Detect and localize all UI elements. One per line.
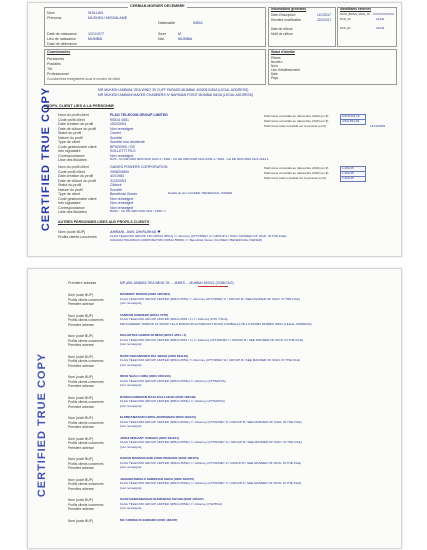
entry-name-value: SAROS MANSUKHANI ZUHR BRIGADE (0000 182154) (120, 456, 199, 460)
entry-name-value: TANDON SANDEEP (90514 0778) (120, 312, 169, 317)
entry-name-value: DOSTI PARAMVEER PAL SINGH (0000 891140) (120, 353, 189, 358)
entry-detail-value: FLAG TELECOM GROUP LIMITED (90514 4551) => Attorney (ATTORNEY E / GROUP B / SEE MANNER OF SIGN. IN THE FILE) (120, 358, 300, 363)
p2-right-value-1: 1.403,25 (342, 166, 354, 170)
label-sexe: Sexe (158, 32, 167, 36)
entry-detail-value: [non renseigné] (120, 506, 142, 511)
entry-label: Première adresse (68, 425, 95, 430)
entry-name-value: MC CORMACK EDWARD (0000 182407) (120, 517, 178, 522)
p1-right-label-2: Patrimoine consolidé au (décembre 2019) (en €) (264, 119, 329, 123)
p2-label-nom: Nom du profil client (58, 165, 89, 169)
entry-label: Profils clients concernés (68, 359, 104, 364)
p2-value-creation: 4/2/1983 (110, 174, 124, 178)
contacts-footer: Coordonnées enregistrées sous le numéro de client (47, 77, 121, 81)
value-nat: MUMBAI (178, 37, 193, 41)
document-page-2 (27, 268, 402, 549)
p2-right-label-2: Patrimoine consolidé au (décembre 2019) (en €) (264, 171, 329, 175)
label-pieces: Pièces (271, 56, 281, 60)
entry-name-value: IRCEI SHALU HIRA (0000 0401163) (120, 374, 171, 378)
entry-label: Nom (code BUP) (68, 313, 93, 318)
p2-label-titulaires: Liste des titulaires (58, 210, 87, 214)
p2-value-nom: GANGS POWERS CORPORATION (110, 165, 168, 169)
entry-detail-value: FLAG TELECOM GROUP LIMITED (90514 45511) => Attorney (ATTORNEY C / GROUP A / SEE MANNER OF SIGN. IN THE FILE) (120, 481, 302, 486)
entry-detail-value: [non renseigné] (120, 383, 142, 388)
label-personnes: Personnes (47, 57, 65, 61)
p2-value-titulaires: BANC - CH DE 0000 0000 0111 / 1986 / 1 (110, 209, 166, 213)
attorney-entry (68, 396, 393, 413)
p1-value-titulaires: ROS - CH DE 0000 0000 0105 6104 4 / 1994 - CH DE 0000 0000 0120 0036 4 / 1994 - CH DE 0000 0000 0121 2044 4 (110, 157, 269, 161)
entry-label: Profils clients concernés (68, 420, 104, 425)
label-motif-cloture: Motif de clôture (271, 32, 293, 36)
entry-label: Première adresse (68, 404, 95, 409)
entry-label: Nom (code BUP) (68, 416, 93, 420)
attorney-entry (68, 498, 393, 515)
p1-label-gestionnaire: Code gestionnaire client (58, 144, 97, 149)
label-pan-id: PAN_ID (340, 17, 351, 21)
p1-value-nature: Société (110, 135, 122, 140)
entry-label: Profils clients concernés (68, 461, 104, 466)
value-lieu-naissance: MUMBAI (88, 37, 103, 41)
attorney-entry (68, 416, 393, 433)
attorney-entry (68, 437, 393, 454)
attorney-entry (68, 457, 393, 474)
p2-label-type: Type de client (58, 192, 81, 196)
label-lieu-etablissement: Lieu d'établissement (271, 68, 300, 72)
entry-label: Nom (code BUP) (68, 477, 93, 482)
attorney-entry (68, 519, 393, 536)
identity-banner: CERBIAN MORSER DECEMBRE (130, 4, 185, 8)
p2-value-statut: Clôturé (110, 183, 122, 187)
p1-label-titulaires: Liste des titulaires (58, 158, 87, 162)
label-tel: Tél. (47, 67, 53, 71)
label-date-delivrance: Date de délivrance (47, 42, 77, 46)
value-pas-id: 01234 (376, 26, 385, 30)
label-professionnel: Professionnel (47, 72, 69, 76)
entry-label: Première adresse (68, 322, 95, 327)
p1-value-nom: FLAG TELECOM GROUP LIMITED (110, 113, 168, 117)
value-date-inscription: 11/2/2017 (317, 13, 331, 17)
entry-label: Première adresse (68, 343, 95, 348)
entry-detail-value: [non renseigné] (120, 465, 142, 470)
entry-label: Profils clients concernés (68, 482, 104, 487)
attorney-entry (68, 355, 393, 372)
attorney-entry (68, 478, 393, 495)
entry-label: Nom (code BUP) (68, 395, 93, 400)
p1-label-correspondance: Correspondance (58, 153, 85, 158)
value-prenoms: MUSHEA / MISSALAME (88, 16, 128, 20)
attorney-entry (68, 293, 393, 310)
label-nom-piece: Nom (271, 64, 278, 68)
label-pays: Pays (271, 76, 279, 80)
label-num-bran: NUM_BRAN_MAN_ID (340, 12, 370, 16)
value-nationalite: INDIA (193, 21, 203, 25)
value-num-bran: COOCXXXXXX (373, 12, 395, 16)
entry-label: Première adresse (68, 466, 95, 471)
entry-name-value: SATHYANEESWARAN SUNDARAR SHYAM (0000 185197) (120, 497, 204, 501)
entry-label: Profils clients concernés (68, 441, 104, 446)
identity-status-title: Statut d'identité (271, 50, 295, 54)
certified-true-copy-stamp-1: CERTIFIED TRUE COPY (40, 86, 53, 232)
value-derniere-modif: 22/1/2017 (317, 18, 332, 22)
entry-label: Nom (code BUP) (68, 354, 93, 359)
profile-section-title: PROFIL CLIENT LIES A LA PERSONNE (44, 104, 114, 108)
attorney-entry (68, 334, 393, 351)
p1-right-label-3: Patrimoine total consolidé sur la période (en €) (264, 124, 327, 128)
label-lieu-naissance: Lieu de naissance (47, 37, 76, 41)
p1-right-value-2: 4.511.811,04 (342, 119, 360, 123)
p1-value-cloture: Non renseigné (110, 126, 134, 131)
p2-value-type: Beneficial Owner (110, 192, 138, 196)
entry-detail-value: FLAG TELECOM GROUP LIMITED (90514 45511) => Attorney (ATTMAH/A) (120, 399, 225, 404)
label-prenoms: Prénoms (47, 16, 62, 20)
red-annotation-line (198, 286, 228, 287)
entry-label: Nom (code BUP) (68, 518, 93, 523)
p2-right-value-2: 1.403,25 (342, 171, 354, 175)
entry-label: Première adresse (68, 486, 95, 491)
p2-label-cloture: Date de clôture du profil (58, 178, 97, 183)
entry-detail-value: FLAG TELECOM GROUP LIMITED (90514 45511) => Attorney (ATTORNEY Z / GROUP B / SEE MANNER OF SIGN. IN THE FILE) (120, 460, 302, 465)
value-sexe: M (178, 32, 181, 36)
entry-label: Nom (code BUP) (68, 375, 93, 379)
p2-top-label: Première adresse (68, 281, 97, 285)
p1-label-nature: Nature du profil (58, 135, 83, 140)
contacts-title: Coordonnées (47, 50, 71, 54)
autres-value-nom: AMBANI, ANIL DHIRUBHAI ♥ (110, 230, 161, 234)
certified-true-copy-stamp-2: CERTIFIED TRUE COPY (36, 352, 49, 498)
entry-detail-value: [non renseigné] (120, 362, 142, 367)
p2-link-detail: Détails du lien CLOSED / BENEFICIAL OWNER (168, 191, 233, 195)
entry-detail-value: FLAG TELECOM GROUP LIMITED (90514 4551 / 1) => Attorney (D76 / Hindi) (120, 317, 228, 322)
p1-label-code: Code profil client (58, 117, 85, 122)
entry-detail-value: [non renseigné] (120, 444, 142, 449)
entry-detail-value: FLAG TELECOM GROUP LIMITED (90514 4551) => Attorney (ATTORNEY F / GROUP B / SEE MANNER OF SIGN. IN THE FILE) (120, 296, 300, 301)
external-ids-title: Identifiants externes (340, 7, 371, 11)
p1-label-type: Type de client (58, 140, 81, 144)
p2-label-gestionnaire: Code gestionnaire client (58, 196, 97, 201)
label-nat: Nat. (158, 37, 165, 41)
label-derniere-modif: Dernière modification (271, 18, 302, 22)
entry-label: Nom (code BUP) (68, 457, 93, 461)
p2-label-nature: Nature du profil (58, 187, 83, 192)
entry-detail-value: [non renseigné] (120, 424, 142, 429)
entry-detail-value: FLAG TELECOM GROUP LIMITED (90514 4551 / 1) => Attorney (ATTORNEY I / GROUP B / SEE MANNER OF SIGN. IN THE FILE) (120, 337, 304, 342)
value-date-naissance: 12/1/1977 (88, 32, 104, 36)
label-numero: Numéro (271, 60, 283, 64)
p2-value-cloture: 31/3/2003 (110, 178, 126, 183)
p2-value-nature: Société (110, 187, 122, 192)
p2-right-label-1: Patrimoine consolidé au (décembre 2019) (en €) (264, 166, 329, 170)
p1-value-signataire: SOLLETTI FILS (110, 149, 136, 153)
attorney-entry (68, 314, 393, 331)
entry-detail-value: [non renseigné] (120, 342, 142, 347)
entry-detail-value: [non renseigné] (120, 403, 142, 408)
p2-label-statut: Statut du profil (58, 183, 82, 187)
label-date-piece: Date (271, 72, 278, 76)
p1-value-type: Société non résidente (110, 140, 145, 144)
p1-value-creation: 15/2/2004 (110, 122, 126, 126)
p1-label-cloture: Date de clôture du profil (58, 126, 97, 131)
p2-value-gestionnaire: Non renseigné (110, 196, 134, 201)
p1-value-correspondance: Non renseigné (110, 153, 134, 158)
entry-detail-value: [non renseigné] (120, 485, 142, 490)
value-nom: SHILLAN (88, 11, 103, 15)
label-date-naissance: Date de naissance (47, 32, 77, 36)
p2-value-code: 20082/9800 (110, 169, 129, 174)
entry-label: Profils clients concernés (68, 318, 104, 323)
entry-label: Nom (code BUP) (68, 436, 93, 441)
autres-label-profils: Profils clients concernés (58, 234, 97, 239)
p1-label-creation: Date création du profil (58, 122, 94, 126)
p2-right-value-3: 1.403,25 (342, 176, 354, 180)
entry-name-value: RAMACHANDRAN RAJA KOLLAKAR (0000 180149) (120, 394, 196, 399)
entry-label: Première adresse (68, 384, 95, 389)
p1-value-code: 90514 4551 (110, 117, 129, 122)
p1-right-value-3: 12/12/2009 (370, 124, 386, 128)
p2-value-correspondance: Non renseigné (110, 205, 134, 210)
p1-value-gestionnaire: BP002000 / CB (110, 144, 135, 149)
entry-label: Nom (code BUP) (68, 498, 93, 502)
entry-label: Profils clients concernés (68, 297, 104, 302)
p1-value-statut: Ouvert (110, 131, 121, 135)
entry-label: Première adresse (68, 445, 95, 450)
label-nom: Nom (47, 11, 55, 15)
document-page-1 (27, 2, 402, 257)
entry-name-value: NANDIGIT RAMAN (0000 1950364) (120, 292, 171, 296)
address-line-2: MR MUKESH AMBANI MAKER CHAMBERS IV NARIMAN POINT MUMBAI INDIA (LEGAL ADDRESS) (98, 93, 254, 97)
entry-label: Première adresse (68, 507, 95, 512)
general-info-title: Informations générales (271, 7, 307, 11)
autres-value-line-2: CANARA HOLDINGS CORPORATION (90514 55981) => Beneficial Owner (CLOSED / BENEFICIAL OWNER) (110, 238, 262, 242)
entry-detail-value: MR SANDEEP TANDON 24 SNOW VILLA BURAN 09 ALTAMOUNT ROAD CUMBALLA HILLS 400026 MUMBAI INDIA (LEGAL ADDRESS) (120, 321, 312, 326)
entry-label: Nom (code BUP) (68, 293, 93, 297)
p1-label-nom: Nom du profil client (58, 113, 89, 117)
autres-section-title: AUTRES PERSONNES LIEES AUX PROFILS CLIENTS (58, 220, 150, 224)
autres-label-nom: Nom (code BUP) (58, 230, 86, 234)
entry-name-value: ELEBRAMANAM GOPALAKRISHNAN (0000 182123) (120, 415, 196, 419)
p1-label-statut: Statut du profil (58, 131, 82, 135)
address-line-1: MR MUKESH AMBANI 'SEA WIND' 39 CUFF PARADE,MUMBAI 400005 INDIA (LEGAL ADDRESS) (98, 88, 249, 92)
p2-label-signataire: Info signataire (58, 201, 81, 205)
p1-right-label-1: Patrimoine consolidé au (décembre 2019) (en €) (264, 114, 329, 118)
label-pas-id: PAS_ID (340, 26, 351, 30)
entry-name-value: JHUNJHUNWALA SHRIDHAR SHIVA (0000 182155) (120, 476, 194, 481)
entry-detail-value: FLAG TELECOM GROUP LIMITED (90514 45511) => Attorney (ATTORNEY H / GROUP B / SEE MANNER OF SIGN. IN THE FILE) (120, 419, 302, 424)
p2-right-label-3: Patrimoine total consolidé sur la période (en €) (264, 176, 327, 180)
entry-label: Nom (code BUP) (68, 334, 93, 338)
identity-status-box (268, 49, 397, 85)
entry-detail-value: FLAG TELECOM GROUP LIMITED (90514 45511) => Attorney (ATTORNEY G / GROUP B / SEE MANNER OF SIGN. IN THE FILE) (120, 440, 302, 445)
attorney-entry (68, 375, 393, 392)
entry-label: Première adresse (68, 302, 95, 307)
entry-label: Profils clients concernés (68, 379, 104, 384)
p2-label-correspondance: Correspondance (58, 205, 85, 210)
entry-detail-value: [non renseigné] (120, 301, 142, 306)
entry-label: Profils clients concernés (68, 338, 104, 343)
p2-top-value: MR ANIL AMBANI 'SEA WIND' 39 ... JAMES ... MUMBAI 400021 (DOMICILE) (120, 281, 234, 285)
entry-name-value: MALHOTRA HARISH KUMAR (90514 4551 / 1) (120, 333, 187, 337)
label-postales: Postales (47, 62, 61, 66)
entry-detail-value: FLAG TELECOM GROUP LIMITED (90514 45511) => Attorney (ITA/HS/A) (120, 501, 223, 506)
label-date-inscription: Date d'inscription (271, 13, 296, 17)
label-date-cloture: Date de clôture (271, 27, 293, 31)
label-nationalite: Nationalité (158, 21, 175, 25)
p2-label-creation: Date création du profil (58, 174, 94, 178)
entry-detail-value: FLAG TELECOM GROUP LIMITED (90514 45511) => Attorney (ATT/MAH/A) (120, 378, 226, 383)
value-pan-id: 31342 (376, 17, 385, 21)
entry-label: Première adresse (68, 363, 95, 368)
p2-value-signataire: Non renseigné (110, 201, 134, 205)
p1-right-value-1: 9.616.616,16 (342, 114, 360, 118)
entry-label: Profils clients concernés (68, 400, 104, 405)
p2-label-code: Code profil client (58, 169, 85, 174)
entry-label: Profils clients concernés (68, 502, 104, 507)
autres-value-line-1: FLAG TELECOM GROUP LTD (90514 45511) => Attorney (ATTORNEY A / GROUP A / SIGN. MANNER OF SIGN. IN THE FILE) (110, 233, 287, 238)
entry-name-value: JOSHI NISHANT VAISHAV (0000 182131) (120, 435, 180, 440)
p1-label-signataire: Info signataire (58, 149, 81, 153)
